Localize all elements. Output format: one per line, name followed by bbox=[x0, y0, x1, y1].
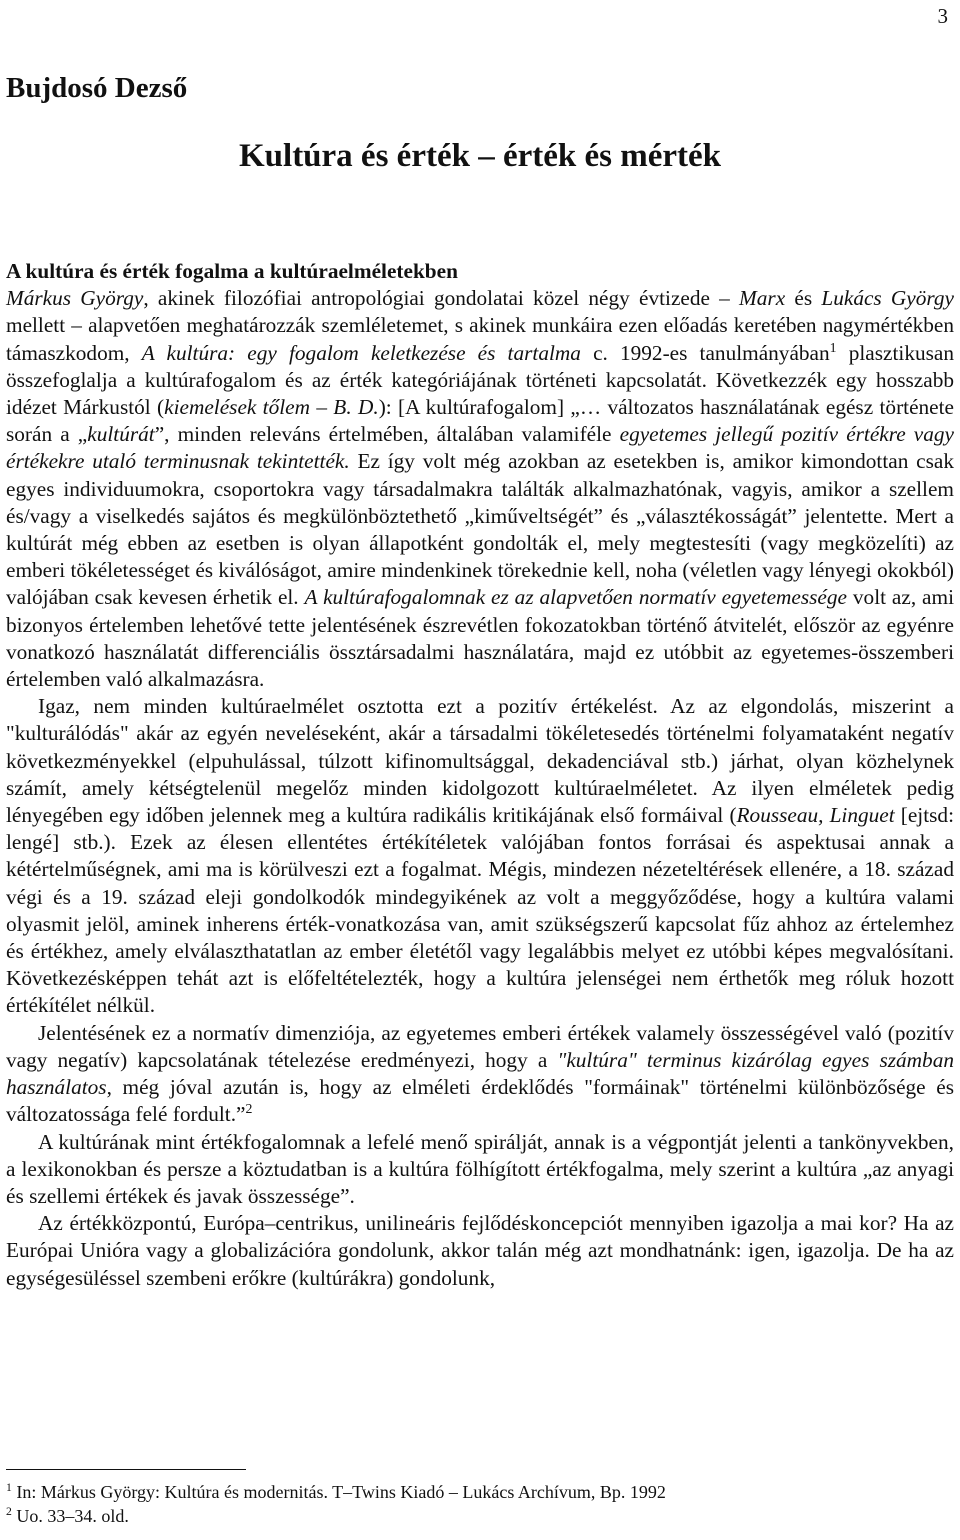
section-heading: A kultúra és érték fogalma a kultúraelméletekben bbox=[6, 259, 458, 283]
text-run: és bbox=[785, 286, 822, 311]
text-run: Az értékközpontú, Európa–centrikus, unilineáris fejlődéskoncepciót mennyiben igazolja a mai kor? Ha az Európai Unióra vagy a globalizációra gondolunk, akkor talán még azt mondhatnánk: igen, igazolja. De ha az egységesüléssel szembeni erőkre (kultúrákra) gondolunk, bbox=[6, 1211, 954, 1290]
text-run: ): [A kultúrafogalom] „… változatos használatának egész története során a „ bbox=[6, 395, 954, 447]
author-name: Bujdosó Dezső bbox=[6, 72, 188, 104]
italic-text: Márkus György bbox=[6, 286, 144, 311]
italic-text: A kultúra: egy fogalom keletkezése és tartalma bbox=[141, 340, 581, 365]
text-run: plasztikusan összefoglalja a kultúrafogalom és az érték kategóriájának történeti kapcsolatát. Következzék egy hosszabb idézet Márkustól ( bbox=[6, 340, 955, 420]
text-run: ”, minden releváns értelmében, általában valamiféle bbox=[154, 422, 620, 447]
italic-text: "kultúra" terminus kizárólag egyes számban használatos bbox=[6, 1047, 954, 1100]
text-run: volt az, ami bizonyos értelemben lehetővé tette jelentésének észrevétlen fokozatokban történő átvitelét, először az egyénre vonatkozó használatát differenciális össztársadalmi használatára, majd ez utóbbit az egyetemes-összemberi értelemben való alkalmazásra. bbox=[6, 585, 954, 692]
body-paragraph bbox=[6, 1210, 954, 1292]
footnote-list bbox=[6, 1480, 954, 1528]
text-run: Igaz, nem minden kultúraelmélet osztotta ezt a pozitív értékelést. Az az elgondolás, miszerint a "kulturálódás" akár az egyén neveléseként, akár a társadalmi tökéletesedés történelmi folyamataként negatív következményekkel (elpuhulással, túlzott kifinomultsággal, dekadenciával stb.) járhat, olyan közhelynek számít, amely kétségtelenül megelőz minden kidolgozott kultúraelméletet. Az ilyen elméletek pedig lényegében egy időben jelennek meg a kultúra radikális kritikájának első formáival ( bbox=[6, 694, 954, 828]
text-run: Jelentésének ez a normatív dimenziója, az egyetemes emberi értékek valamely összességével való (pozitív vagy negatív) kapcsolatának tételezése eredményezi, hogy a bbox=[6, 1020, 954, 1072]
italic-text: Rousseau, Linguet bbox=[736, 803, 895, 828]
text-run: c. 1992-es tanulmányában bbox=[580, 340, 830, 365]
footnotes bbox=[6, 1469, 954, 1528]
text-run: Ez így volt még azokban az esetekben is, amikor kimondottan csak egyes individuumokra, csoportokra vagy társadalmakra találták alkalmazhatónak, vagyis, amikor a szellem és/vagy a viselkedés sajátos és megkülönböztethető „kiműveltségét” és „választékosságát” jelentette. Mert a kultúrát még ebben az esetben is olyan állapotként gondolták el, mely megtestesíti (vagy megközelíti) az emberi tökéletességet és kiválóságot, amire mindenkinek törekednie kell, noha (véletlen vagy lényegi okokból) valójában csak kevesen érhetik el. bbox=[6, 449, 954, 610]
footnote-text: Uo. 33–34. old. bbox=[11, 1506, 129, 1526]
footnote bbox=[6, 1480, 954, 1504]
body-paragraph bbox=[6, 1020, 954, 1129]
italic-text: egyetemes jellegű pozitív értékre vagy értékekre utaló terminusnak tekintették. bbox=[6, 422, 955, 474]
article-body bbox=[6, 258, 954, 1292]
text-run: mellett – alapvetően meghatározzák szemléletemet, s akinek munkáira ezen előadás keretében nagymértékben támaszkodom, bbox=[6, 313, 954, 365]
footnote-divider bbox=[6, 1469, 246, 1470]
italic-text: A kultúrafogalomnak ez az alapvetően normatív egyetemessége bbox=[304, 585, 847, 610]
footnote-ref: 1 bbox=[829, 339, 837, 355]
italic-text: Marx bbox=[739, 286, 786, 311]
italic-text: kiemelések tőlem – B. D. bbox=[164, 395, 379, 420]
footnote-number: 1 bbox=[6, 1481, 12, 1494]
text-run: , akinek filozófiai antropológiai gondolatai közel négy évtizede – bbox=[143, 286, 740, 311]
body-paragraph bbox=[6, 285, 954, 693]
body-paragraph bbox=[6, 1129, 954, 1211]
italic-text: kultúrát bbox=[87, 422, 155, 447]
footnote-text: In: Márkus György: Kultúra és modernitás. T–Twins Kiadó – Lukács Archívum, Bp. 1992 bbox=[11, 1482, 666, 1502]
italic-text: Lukács György bbox=[821, 286, 955, 311]
body-paragraph bbox=[6, 693, 954, 1019]
text-run: A kultúrának mint értékfogalomnak a lefelé menő spirálját, annak is a végpontját jelenti a tankönyvekben, a lexikonokban és persze a köztudatban is a kultúra fölhígított értékfogalma, mely szerint a kultúra „az anyagi és szellemi értékek és javak összessége”. bbox=[6, 1129, 954, 1208]
article-title: Kultúra és érték – érték és mérték bbox=[239, 138, 721, 174]
text-run: , még jóval azután is, hogy az elméleti érdeklődés "formáinak" történelmi különbözősége és változatossága felé fordult.” bbox=[6, 1075, 954, 1127]
text-run: [ejtsd: lengé] stb.). Ezek az élesen ellentétes értékítéletek valójában fontos forrásai és aspektusai annak a kétértelműségnek, ami ma is körülveszi ezt a fogalmat. Mégis, mindezen nézeteltérések ellenére, a 18. század végi és a 19. század eleji gondolkodók mindegyikének az volt a meggyőződése, hogy a kultúra valami olyasmit jelöl, aminek inherens érték-vonatkozása van, amit szükségszerű kapcsolat fűz ahhoz az értelemhez és értékhez, amely elválaszthatatlan az ember életétől vagy legalábbis melyet ez utóbbi képes megvalósítani. Következésképpen tehát azt is előfeltételezték, hogy a kultúra jelenségei nem érthetők meg róluk hozott értékítélet nélkül. bbox=[6, 803, 954, 1018]
footnote-ref: 2 bbox=[245, 1101, 253, 1117]
page-number: 3 bbox=[937, 4, 948, 28]
footnote-number: 2 bbox=[6, 1505, 12, 1518]
footnote bbox=[6, 1504, 954, 1528]
paragraph-list bbox=[6, 285, 954, 1292]
